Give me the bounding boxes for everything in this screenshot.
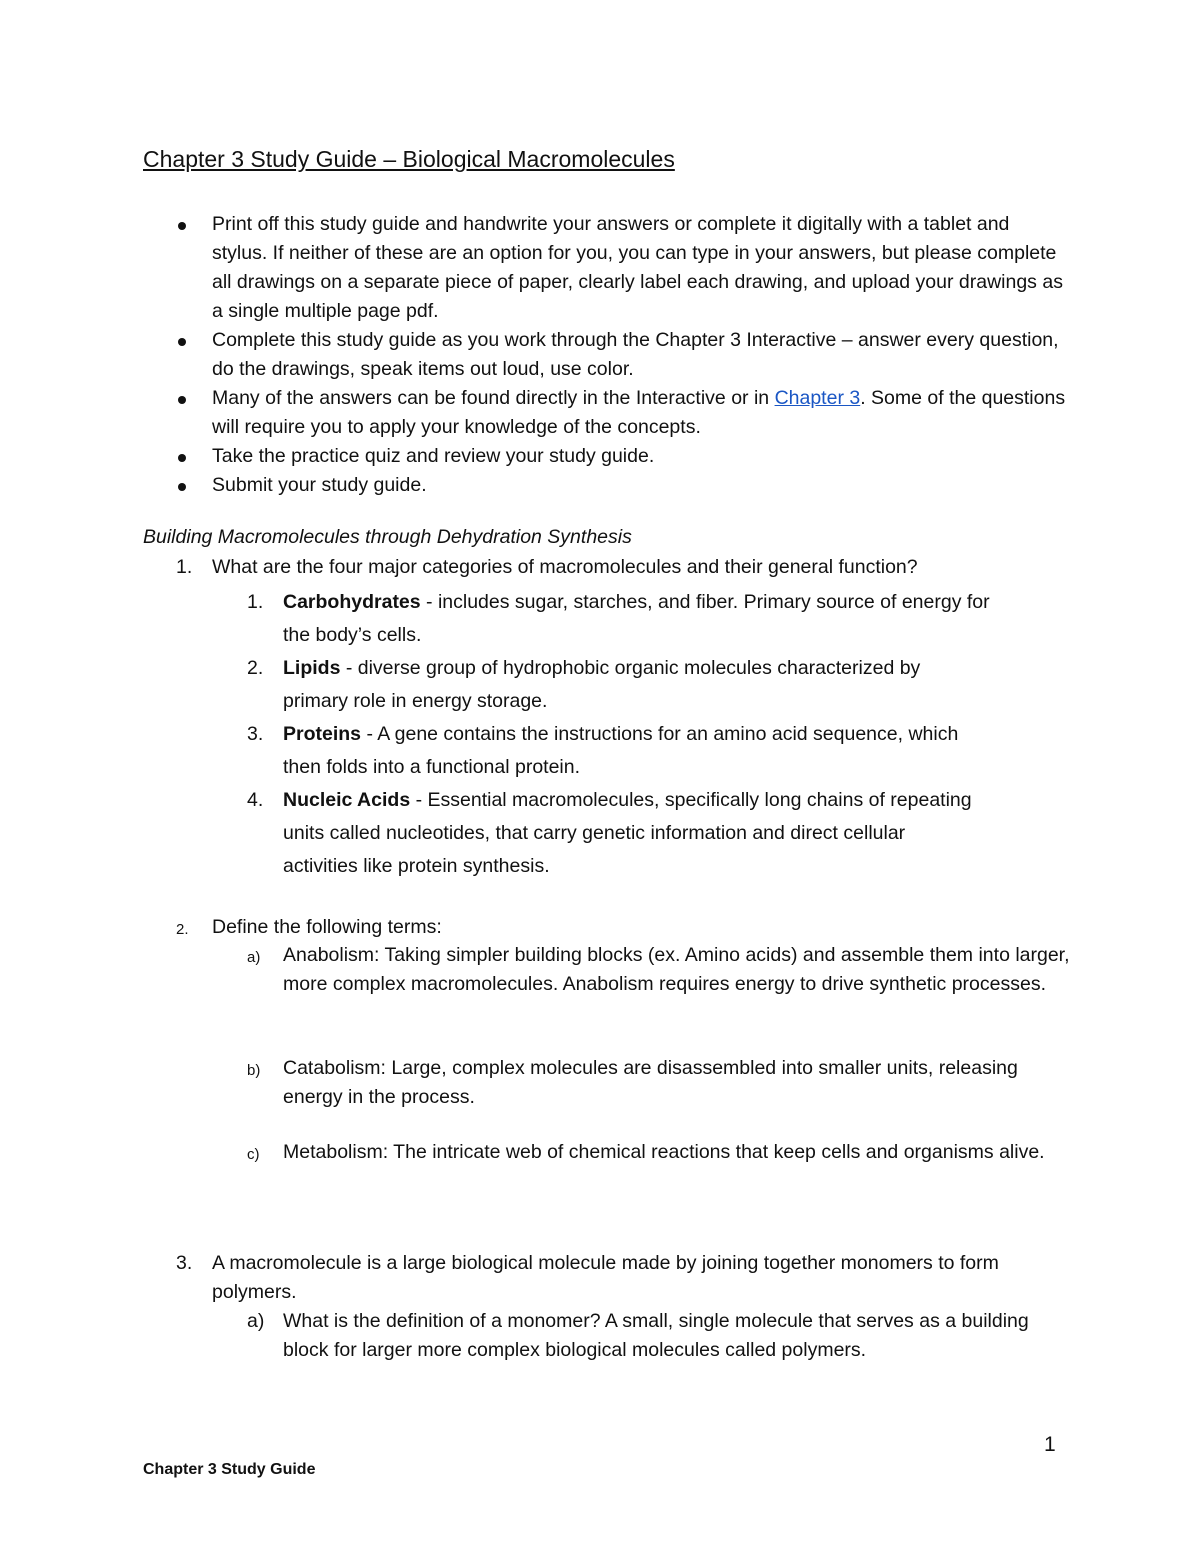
question-number: 3.: [176, 1252, 193, 1274]
list-item: [176, 326, 1066, 384]
question-text: Define the following terms:: [212, 916, 442, 938]
answer-text: the body’s cells.: [283, 624, 422, 646]
bullet-icon: [178, 483, 186, 491]
bullet-icon: [178, 338, 186, 346]
definition-label: c): [247, 1146, 260, 1163]
instruction-text: Submit your study guide.: [212, 474, 427, 496]
answer-number: 2.: [247, 657, 264, 679]
page-footer: Chapter 3 Study Guide: [143, 1461, 316, 1478]
answer-term: Proteins: [283, 723, 362, 745]
definition-label: a): [247, 949, 261, 966]
bullet-icon: [178, 454, 186, 462]
answer-text: - A gene contains the instructions for an amino acid sequence, which: [361, 723, 959, 745]
answer-text: then folds into a functional protein.: [283, 756, 581, 778]
question-text: What are the four major categories of macromolecules and their general function?: [212, 556, 918, 578]
instruction-text: Complete this study guide as you work through the Chapter 3 Interactive – answer every question, do the drawings, speak items out loud, use color.: [212, 329, 1059, 380]
question-number: 1.: [176, 556, 193, 578]
answer-number: 1.: [247, 591, 264, 613]
page-number: 1: [1044, 1433, 1056, 1456]
bullet-icon: [178, 222, 186, 230]
list-item: [176, 384, 1066, 442]
definition-text: Anabolism: Taking simpler building blocks (ex. Amino acids) and assemble them into larger, more complex macromolecules. Anabolism requires energy to drive synthetic processes.: [283, 944, 1070, 995]
instruction-text: Many of the answers can be found directly in the Interactive or in: [212, 387, 775, 409]
question-text: A macromolecule is a large biological molecule made by joining together monomers to form polymers.: [212, 1252, 999, 1303]
answer-text: - includes sugar, starches, and fiber. Primary source of energy for: [420, 591, 990, 613]
definition-text: What is the definition of a monomer? A small, single molecule that serves as a building block for larger more complex biological molecules called polymers.: [283, 1310, 1029, 1361]
answer-text: primary role in energy storage.: [283, 690, 548, 712]
list-item: [176, 471, 1066, 500]
instruction-text: . Some of the questions will require you to apply your knowledge of the concepts.: [212, 387, 1066, 438]
answer-term: Lipids: [283, 657, 341, 679]
list-item: [176, 210, 1066, 326]
answer-number: 4.: [247, 789, 264, 811]
answer-number: 3.: [247, 723, 264, 745]
list-item: [176, 442, 1066, 471]
page-title: Chapter 3 Study Guide – Biological Macromolecules: [143, 146, 675, 172]
answer-text: - diverse group of hydrophobic organic molecules characterized by: [340, 657, 921, 679]
definition-label: b): [247, 1062, 261, 1079]
definition-label: a): [247, 1310, 265, 1332]
answer-text: - Essential macromolecules, specifically long chains of repeating: [410, 789, 972, 811]
instruction-text: Take the practice quiz and review your study guide.: [212, 445, 655, 467]
instructions-list: [176, 210, 1066, 500]
definition-text: Catabolism: Large, complex molecules are disassembled into smaller units, releasing energy in the process.: [283, 1057, 1018, 1108]
bullet-icon: [178, 396, 186, 404]
definition-text: Metabolism: The intricate web of chemical reactions that keep cells and organisms alive.: [283, 1141, 1045, 1163]
section-heading: Building Macromolecules through Dehydration Synthesis: [143, 526, 632, 548]
chapter-3-link[interactable]: Chapter 3: [774, 387, 861, 409]
instruction-text: Print off this study guide and handwrite your answers or complete it digitally with a tablet and stylus. If neither of these are an option for you, you can type in your answers, but please complete all drawings on a separate piece of paper, clearly label each drawing, and upload your drawings as a single multiple page pdf.: [212, 213, 1063, 322]
question-number: 2.: [176, 921, 189, 938]
answer-text: activities like protein synthesis.: [283, 855, 550, 877]
answer-term: Carbohydrates: [283, 591, 421, 613]
answer-text: units called nucleotides, that carry genetic information and direct cellular: [283, 822, 906, 844]
answer-term: Nucleic Acids: [283, 789, 411, 811]
